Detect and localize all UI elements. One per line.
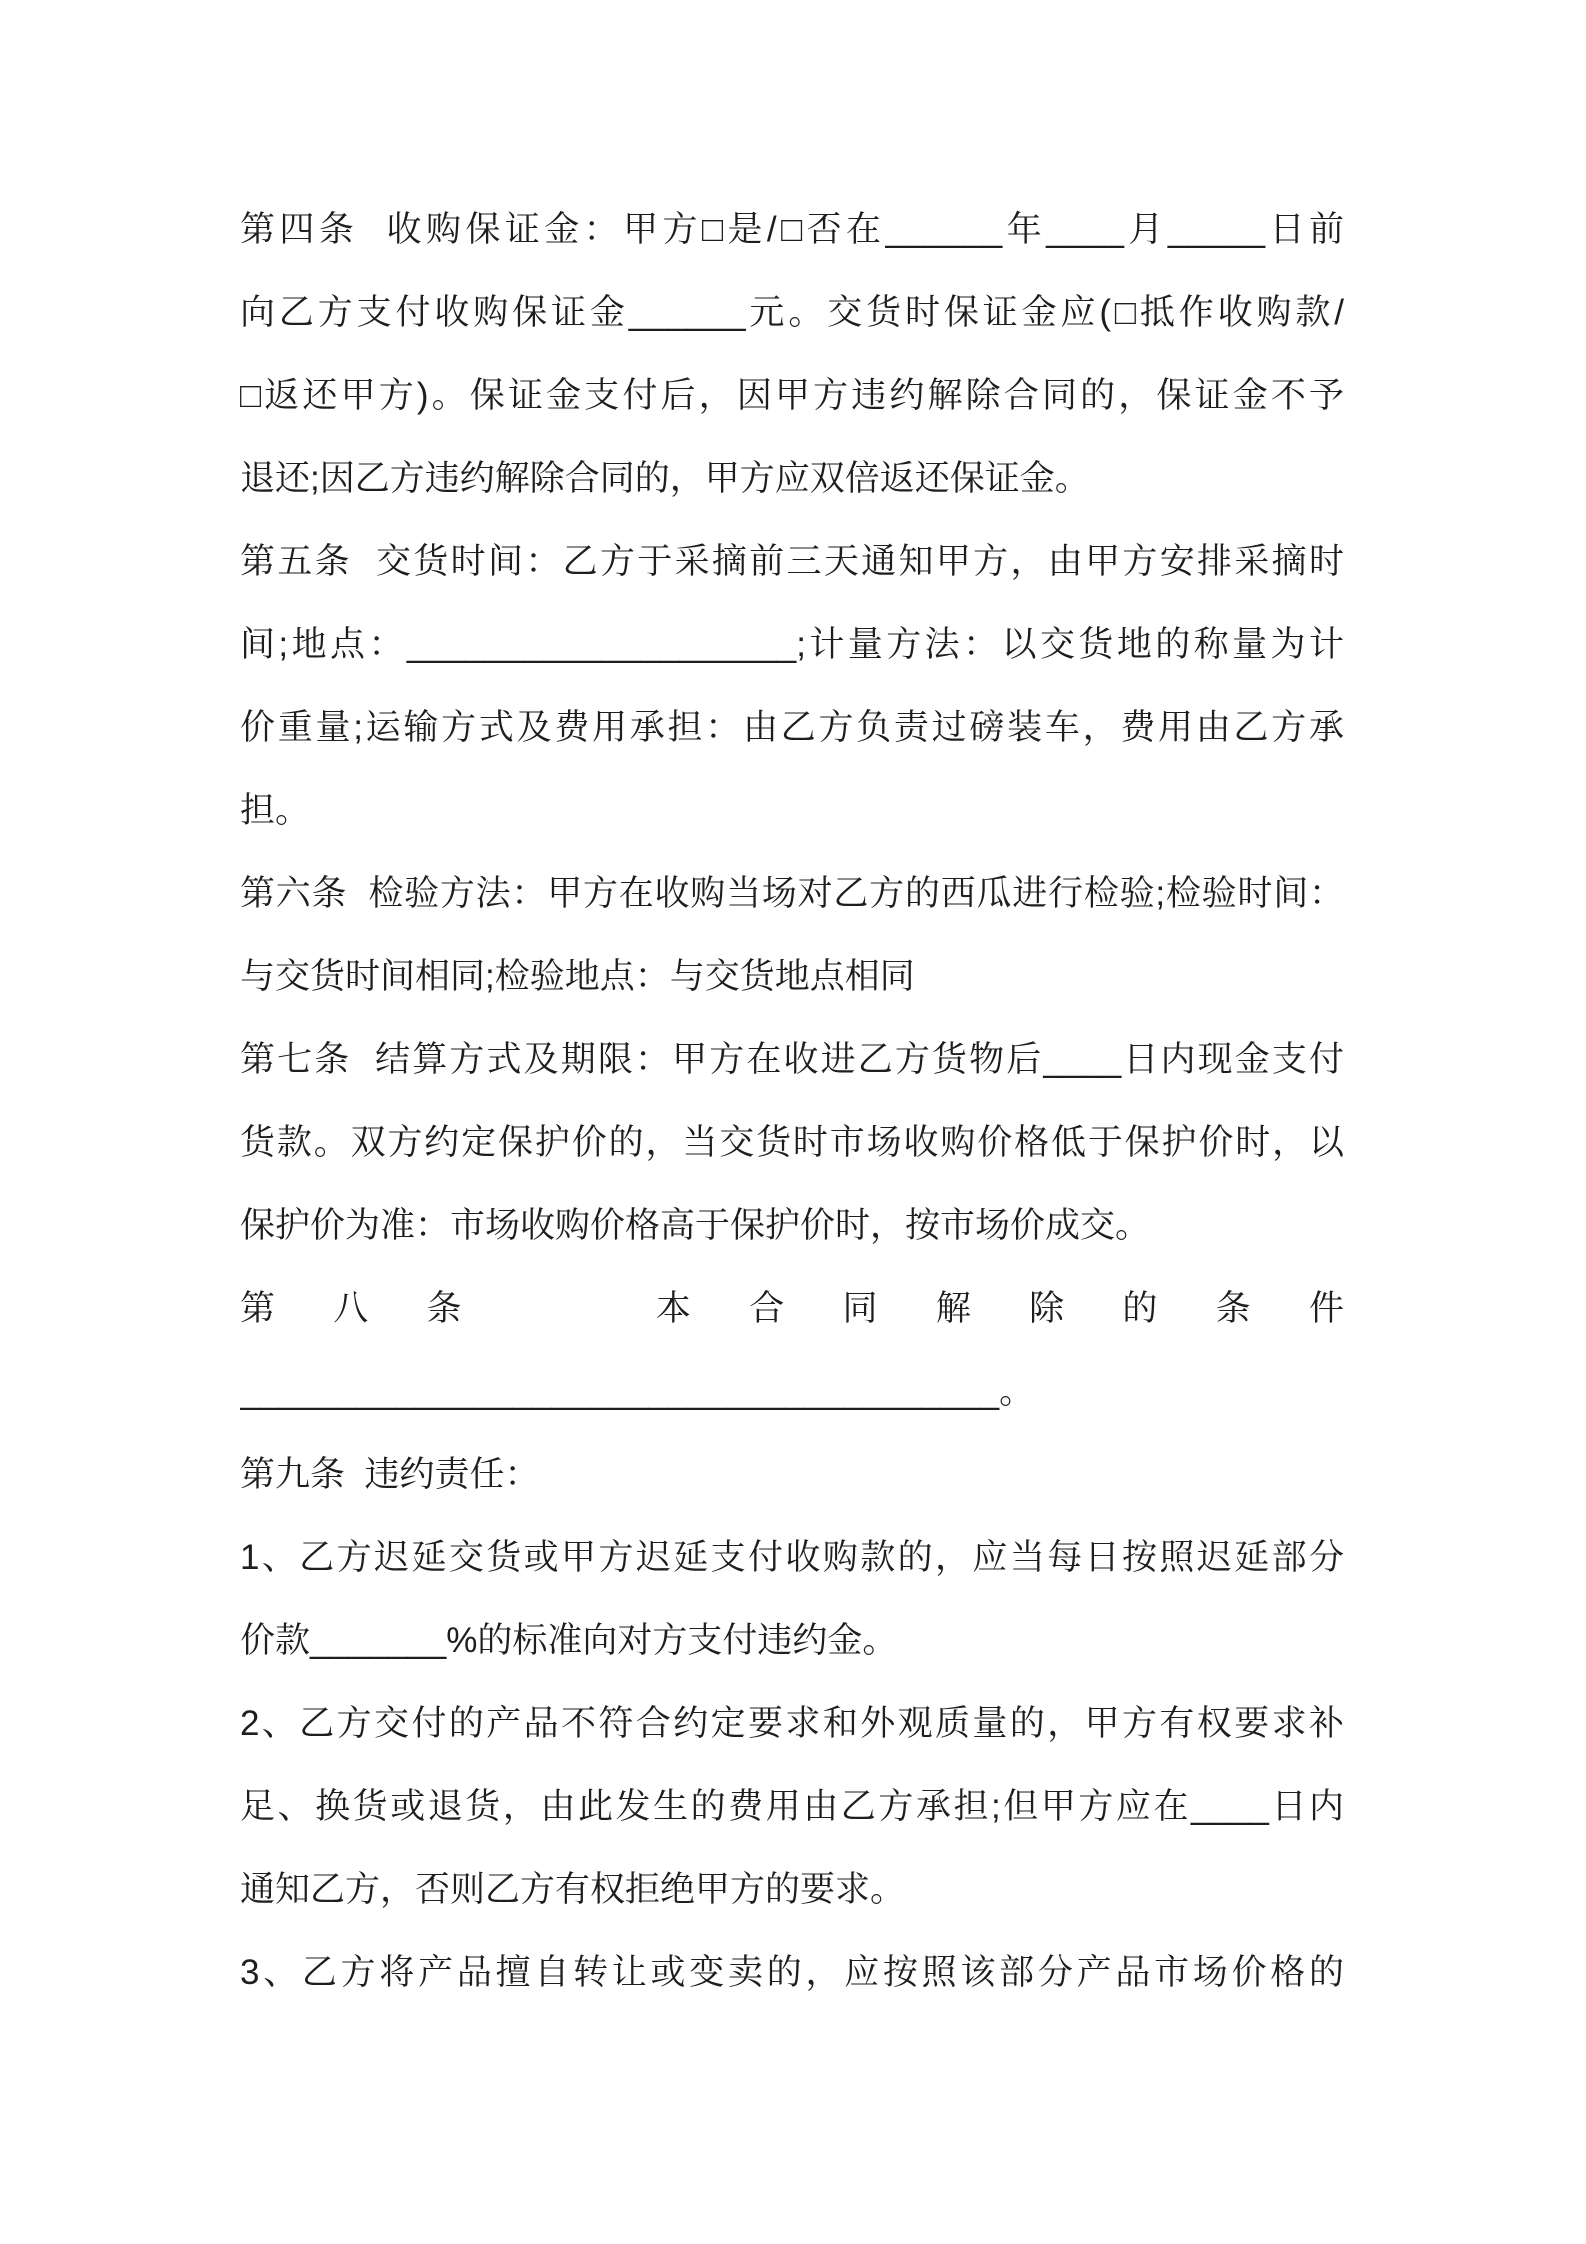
contract-page-body xyxy=(240,188,1344,2014)
liability-item-2-line-3: 通知乙方，否则乙方有权拒绝甲方的要求。 xyxy=(240,1870,906,1909)
clause-4-line-4: 退还;因乙方违约解除合同的，甲方应双倍返还保证金。 xyxy=(240,459,1090,498)
clause-8-termination xyxy=(240,1267,1344,1433)
clause-6-inspection xyxy=(240,852,1344,1018)
clause-5-line-2: 间;地点：____________________;计量方法：以交货地的称量为计 xyxy=(240,625,1344,664)
clause-5-delivery xyxy=(240,520,1344,852)
clause-9-line-1: 第九条 违约责任： xyxy=(240,1455,540,1494)
clause-9-liability-heading xyxy=(240,1433,1344,1516)
liability-item-1-line-2: 价款_______%的标准向对方支付违约金。 xyxy=(240,1621,898,1660)
clause-8-blank-line: _______________________________________。 xyxy=(240,1372,1035,1411)
clause-7-line-1: 第七条 结算方式及期限：甲方在收进乙方货物后____日内现金支付 xyxy=(240,1040,1344,1079)
liability-item-3-line-1: 3、乙方将产品擅自转让或变卖的，应按照该部分产品市场价格的 xyxy=(240,1953,1344,1992)
liability-item-2-line-1: 2、乙方交付的产品不符合约定要求和外观质量的，甲方有权要求补 xyxy=(240,1704,1344,1743)
clause-4-line-2: 向乙方支付收购保证金______元。交货时保证金应(□抵作收购款/ xyxy=(240,293,1344,332)
clause-7-settlement xyxy=(240,1018,1344,1267)
liability-item-2-line-2: 足、换货或退货，由此发生的费用由乙方承担;但甲方应在____日内 xyxy=(240,1787,1344,1826)
clause-8-line-1: 第八条 本合同解除的条件 xyxy=(240,1289,1344,1328)
clause-5-line-3: 价重量;运输方式及费用承担：由乙方负责过磅装车，费用由乙方承 xyxy=(240,708,1344,747)
liability-item-1 xyxy=(240,1516,1344,1682)
clause-6-line-2: 与交货时间相同;检验地点：与交货地点相同 xyxy=(240,957,915,996)
clause-4-line-1: 第四条 收购保证金：甲方□是/□否在______年____月_____日前 xyxy=(240,210,1344,249)
clause-5-line-4: 担。 xyxy=(240,791,311,830)
liability-item-2 xyxy=(240,1682,1344,1931)
liability-item-1-line-1: 1、乙方迟延交货或甲方迟延支付收购款的，应当每日按照迟延部分 xyxy=(240,1538,1344,1577)
clause-4-deposit xyxy=(240,188,1344,520)
clause-7-line-3: 保护价为准：市场收购价格高于保护价时，按市场价成交。 xyxy=(240,1206,1151,1245)
clause-6-line-1: 第六条 检验方法：甲方在收购当场对乙方的西瓜进行检验;检验时间： xyxy=(240,874,1344,913)
liability-item-3 xyxy=(240,1931,1344,2014)
clause-4-line-3: □返还甲方)。保证金支付后，因甲方违约解除合同的，保证金不予 xyxy=(240,376,1344,415)
clause-7-line-2: 货款。双方约定保护价的，当交货时市场收购价格低于保护价时，以 xyxy=(240,1123,1344,1162)
clause-5-line-1: 第五条 交货时间：乙方于采摘前三天通知甲方，由甲方安排采摘时 xyxy=(240,542,1344,581)
